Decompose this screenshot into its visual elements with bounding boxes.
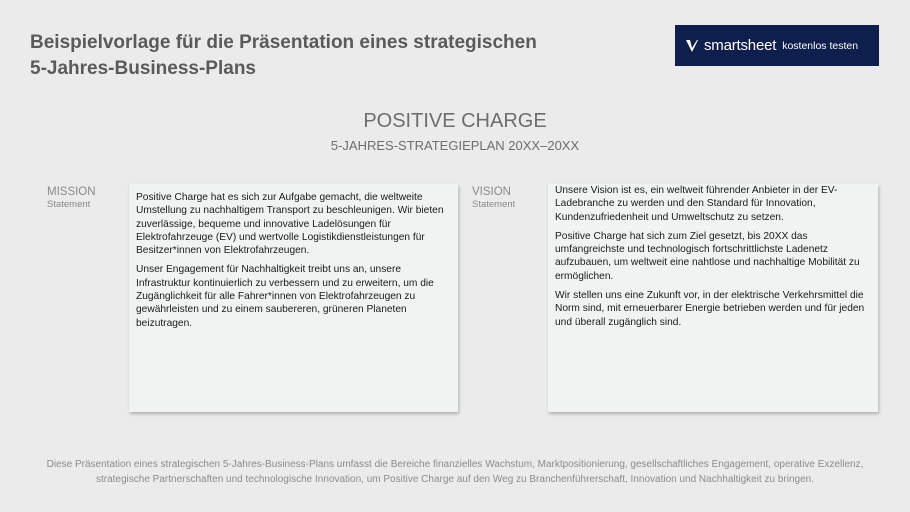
mission-card bbox=[129, 184, 458, 412]
page-title-line-1: Beispielvorlage für die Präsentation eines strategischen bbox=[30, 32, 537, 53]
slide-title: POSITIVE CHARGE bbox=[363, 110, 547, 132]
vision-label-sub: Statement bbox=[472, 199, 516, 210]
footer-description: Diese Präsentation eines strategischen 5-Jahres-Business-Plans umfasst die Bereiche finanzielles Wachstum, Marktpositionierung, gesellschaftliches Engagement, operative Exzellenz, strategische Partnerschaften und technologische Innovation, um Positive Charge auf den Weg zu Branchenführerschaft, Innovation und Nachhaltigkeit zu bringen. bbox=[46, 459, 864, 485]
check-logo-icon bbox=[685, 39, 699, 53]
cta-label: kostenlos testen bbox=[782, 39, 859, 52]
vision-paragraph: Unsere Vision ist es, ein weltweit führender Anbieter in der EV-Ladebranche zu werden und den Standard für Innovation, Kundenzufriedenheit und Umweltschutz zu setzen. bbox=[555, 185, 838, 223]
vision-paragraph: Positive Charge hat sich zum Ziel gesetzt, bis 20XX das umfangreichste und technologisch fortschrittlichste Ladenetz aufzubauen, um weltweit eine nahtlose und nachhaltige Mobilität zu ermöglichen. bbox=[555, 230, 860, 282]
mission-label-sub: Statement bbox=[47, 199, 91, 210]
vision-label-title: VISION bbox=[472, 186, 511, 198]
mission-paragraph: Positive Charge hat es sich zur Aufgabe gemacht, die weltweite Umstellung zu nachhaltigem Transport zu beschleunigen. Wir bieten zuverlässige, bequeme und innovative Ladelösungen für Elektrofahrzeuge (EV) und wertvolle Logistikdienstleistungen für Besitzer*innen von Elektrofahrzeugen. bbox=[136, 192, 444, 257]
vision-paragraph: Wir stellen uns eine Zukunft vor, in der elektrische Verkehrsmittel die Norm sind, mit erneuerbarer Energie betrieben werden und für jeden und überall zugänglich sind. bbox=[555, 290, 865, 328]
vision-card bbox=[548, 184, 878, 412]
mission-label-title: MISSION bbox=[47, 186, 96, 198]
mission-label bbox=[47, 186, 96, 210]
page-title bbox=[30, 30, 590, 82]
page-title-line-2: 5-Jahres-Business-Plans bbox=[30, 58, 256, 79]
mission-paragraph: Unser Engagement für Nachhaltigkeit treibt uns an, unsere Infrastruktur kontinuierlich zu verbessern und zu erweitern, um die Zugänglichkeit für alle Fahrer*innen von Elektrofahrzeugen zu gewährleisten und zu einem saubereren, grüneren Planeten beizutragen. bbox=[136, 264, 434, 329]
slide-subtitle: 5-JAHRES-STRATEGIEPLAN 20XX–20XX bbox=[330, 138, 580, 153]
brand-name: smartsheet bbox=[704, 37, 777, 54]
vision-label bbox=[472, 186, 515, 210]
smartsheet-cta-button[interactable] bbox=[675, 25, 879, 66]
